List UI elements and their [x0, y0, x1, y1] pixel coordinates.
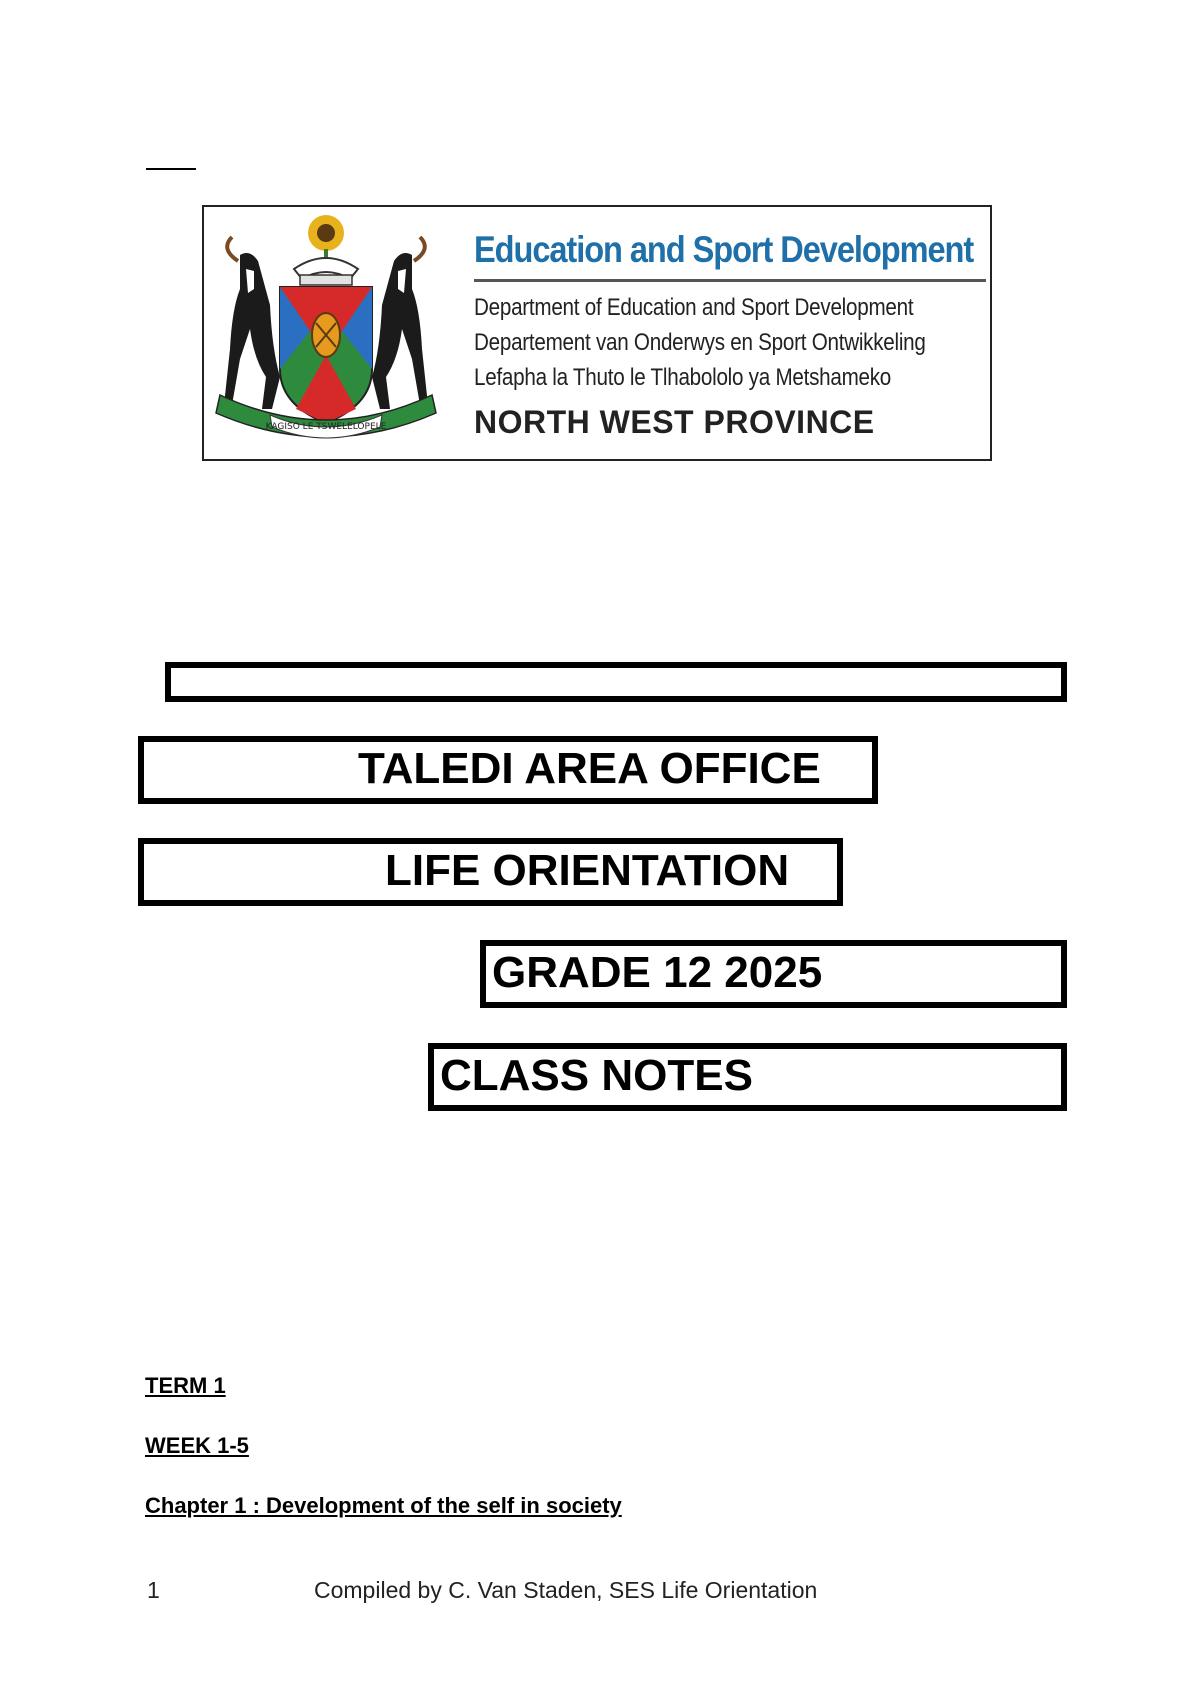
page-number: 1	[147, 1577, 160, 1603]
top-rule	[146, 168, 196, 170]
province-name: NORTH WEST PROVINCE	[474, 404, 875, 440]
banner-divider	[474, 279, 986, 282]
shield-icon	[280, 287, 372, 423]
empty-title-box	[165, 662, 1067, 702]
right-antelope-icon	[372, 237, 428, 409]
department-name-setswana: Lefapha la Thuto le Tlhabololo ya Metshameko	[474, 364, 892, 391]
week-heading: WEEK 1-5	[145, 1433, 249, 1458]
svg-text:KAGISO LE TSWELELOPELE: KAGISO LE TSWELELOPELE	[265, 422, 387, 432]
office-title-box: TALEDI AREA OFFICE	[138, 736, 878, 804]
coat-of-arms-logo	[210, 209, 442, 459]
term-heading: TERM 1	[145, 1373, 226, 1398]
footer-credit: Compiled by C. Van Staden, SES Life Orientation	[314, 1577, 818, 1603]
banner-title: Education and Sport Development	[474, 229, 974, 270]
class-notes-title-box: CLASS NOTES	[428, 1043, 1067, 1111]
department-name-afrikaans: Departement van Onderwys en Sport Ontwikkeling	[474, 329, 926, 356]
department-name-english: Department of Education and Sport Development	[474, 294, 914, 321]
sunflower-icon	[308, 215, 344, 263]
department-banner	[202, 205, 992, 461]
grade-title-box: GRADE 12 2025	[480, 940, 1067, 1008]
banner-text-block	[474, 227, 986, 445]
left-antelope-icon	[224, 237, 280, 409]
chapter-heading: Chapter 1 : Development of the self in society	[145, 1493, 622, 1518]
subject-title-box: LIFE ORIENTATION	[138, 838, 843, 906]
